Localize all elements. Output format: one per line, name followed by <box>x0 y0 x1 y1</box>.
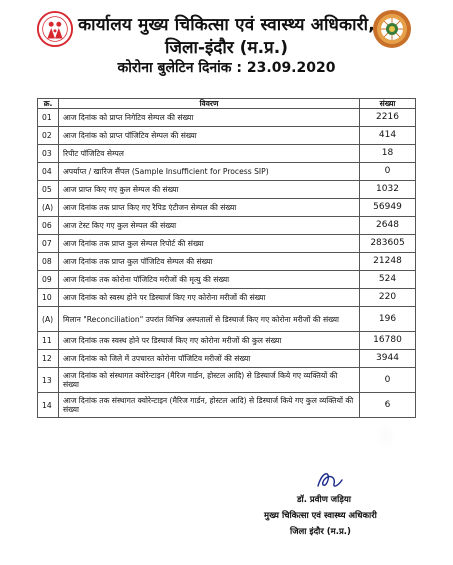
row-serial: 09 <box>38 271 59 289</box>
bulletin-date-title: कोरोना बुलेटिन दिनांक : 23.09.2020 <box>117 60 336 76</box>
table-row <box>38 368 416 393</box>
table-row <box>38 235 416 253</box>
header-count: संख्या <box>360 99 416 109</box>
header-description: विवरण <box>59 99 360 109</box>
row-value: 18 <box>360 145 416 163</box>
row-serial: 01 <box>38 109 59 127</box>
row-value: 56949 <box>360 199 416 217</box>
row-value: 283605 <box>360 235 416 253</box>
row-value: 196 <box>360 307 416 332</box>
row-value: 220 <box>360 289 416 307</box>
row-description: मिलान "Reconciliation" उपरांत विभिन्न अस्पतालों से डिस्चार्ज किए गए कोरोना मरीजों की संख्या <box>59 307 360 332</box>
row-serial: 08 <box>38 253 59 271</box>
table-row <box>38 145 416 163</box>
row-serial: 03 <box>38 145 59 163</box>
signatory-designation: मुख्य चिकित्सा एवं स्वास्थ्य अधिकारी <box>264 511 377 521</box>
row-value: 1032 <box>360 181 416 199</box>
row-value: 3944 <box>360 350 416 368</box>
table-row <box>38 271 416 289</box>
row-description: आज दिनांक तक प्राप्त कुल पॉजिटिव सेम्पल की संख्या <box>59 253 360 271</box>
row-serial: (A) <box>38 199 59 217</box>
row-serial: 14 <box>38 393 59 418</box>
row-description: आज दिनांक को प्राप्त निगेटिव सेम्पल की संख्या <box>59 109 360 127</box>
scan-smudge <box>375 423 397 449</box>
table-row <box>38 199 416 217</box>
row-serial: 06 <box>38 217 59 235</box>
row-serial: (A) <box>38 307 59 332</box>
table-row <box>38 350 416 368</box>
row-description: आज दिनांक को प्राप्त पॉजिटिव सेम्पल की संख्या <box>59 127 360 145</box>
row-value: 524 <box>360 271 416 289</box>
header-serial: क्र. <box>38 99 59 109</box>
office-title: कार्यालय मुख्य चिकित्सा एवं स्वास्थ्य अधिकारी, <box>78 15 375 35</box>
row-value: 414 <box>360 127 416 145</box>
district-title: जिला-इंदौर (म.प्र.) <box>165 38 288 58</box>
table-row <box>38 289 416 307</box>
row-value: 2648 <box>360 217 416 235</box>
row-description: आज दिनांक को संस्थागत क्वोरेन्टाइन (मैरिज गार्डन, होस्टल आदि) से डिस्चार्ज किये गए व्यक्तियों की संख्या <box>59 368 360 393</box>
signature-mark <box>312 468 346 492</box>
row-value: 2216 <box>360 109 416 127</box>
row-serial: 07 <box>38 235 59 253</box>
row-description: आज टेस्ट किए गए कुल सेम्पल की संख्या <box>59 217 360 235</box>
row-serial: 13 <box>38 368 59 393</box>
table-row <box>38 109 416 127</box>
row-value: 21248 <box>360 253 416 271</box>
row-description: आज प्राप्त किए गए कुल सेम्पल की संख्या <box>59 181 360 199</box>
signatory-name: डॉ. प्रवीण जड़िया <box>297 495 351 505</box>
row-value: 0 <box>360 368 416 393</box>
row-description: आज दिनांक को स्वस्थ होने पर डिस्चार्ज किए गए कोरोना मरीजों की संख्या <box>59 289 360 307</box>
table-row <box>38 307 416 332</box>
row-value: 16780 <box>360 332 416 350</box>
row-description: आज दिनांक तक प्राप्त किए गए रैपिड एंटीजन सेम्पल की संख्या <box>59 199 360 217</box>
table-row <box>38 163 416 181</box>
row-serial: 05 <box>38 181 59 199</box>
table-row <box>38 393 416 418</box>
table-row <box>38 253 416 271</box>
signatory-location: जिला इंदौर (म.प्र.) <box>290 527 351 537</box>
table-header-row <box>38 99 416 109</box>
table-row <box>38 332 416 350</box>
table-row <box>38 127 416 145</box>
row-serial: 04 <box>38 163 59 181</box>
row-description: आज दिनांक तक स्वस्थ होने पर डिस्चार्ज किए गए कोरोना मरीजों की कुल संख्या <box>59 332 360 350</box>
table-row <box>38 217 416 235</box>
row-description: आज दिनांक तक प्राप्त कुल सेम्पल रिपोर्ट की संख्या <box>59 235 360 253</box>
row-description: आज दिनांक तक संस्थागत क्वोरेन्टाइन (मैरिज गार्डन, होस्टल आदि) से डिस्चार्ज किये गए कुल व्यक्तियों की संख्या <box>59 393 360 418</box>
row-value: 0 <box>360 163 416 181</box>
bulletin-table <box>37 98 416 418</box>
row-description: रिपीट पॉजिटिव सेम्पल <box>59 145 360 163</box>
row-serial: 12 <box>38 350 59 368</box>
row-serial: 02 <box>38 127 59 145</box>
row-description: आज दिनांक तक कोरोना पॉजिटिव मरीजों की मृत्यु की संख्या <box>59 271 360 289</box>
row-value: 6 <box>360 393 416 418</box>
table-row <box>38 181 416 199</box>
row-serial: 11 <box>38 332 59 350</box>
row-description: आज दिनांक को जिले में उपचारत कोरोना पॉजिटिव मरीजों की संख्या <box>59 350 360 368</box>
row-serial: 10 <box>38 289 59 307</box>
row-description: अपर्याप्त / खारिज सैंपल (Sample Insufficient for Process SIP) <box>59 163 360 181</box>
